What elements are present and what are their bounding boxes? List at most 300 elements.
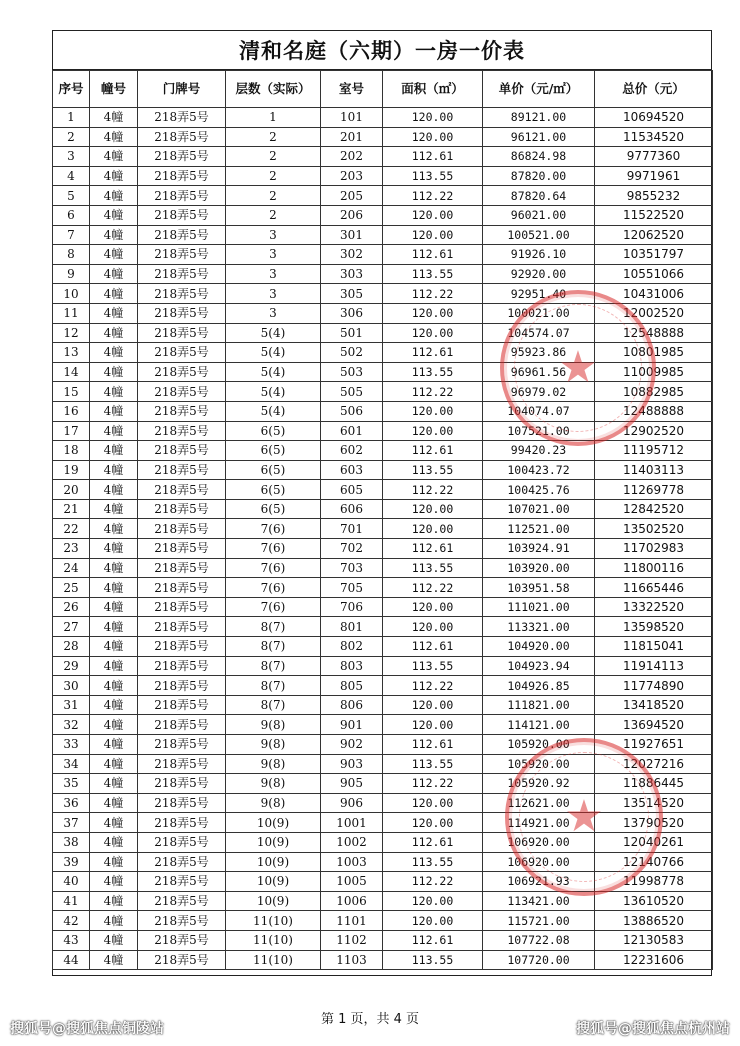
cell-room: 605 [321, 480, 383, 500]
cell-area: 112.61 [383, 343, 483, 363]
cell-total-price: 10694520 [595, 108, 713, 128]
cell-address: 218弄5号 [138, 264, 226, 284]
cell-room: 706 [321, 597, 383, 617]
cell-floor: 9(8) [226, 754, 321, 774]
cell-total-price: 11702983 [595, 539, 713, 559]
table-row [53, 480, 713, 500]
cell-unit-price: 86824.98 [483, 147, 595, 167]
cell-total-price: 13598520 [595, 617, 713, 637]
cell-total-price: 11815041 [595, 637, 713, 657]
cell-area: 120.00 [383, 499, 483, 519]
cell-building: 4幢 [90, 597, 138, 617]
cell-building: 4幢 [90, 460, 138, 480]
cell-index: 19 [53, 460, 90, 480]
cell-room: 202 [321, 147, 383, 167]
cell-unit-price: 100423.72 [483, 460, 595, 480]
cell-address: 218弄5号 [138, 421, 226, 441]
cell-floor: 11(10) [226, 950, 321, 970]
cell-floor: 9(8) [226, 774, 321, 794]
cell-floor: 3 [226, 225, 321, 245]
cell-index: 33 [53, 735, 90, 755]
cell-unit-price: 103951.58 [483, 578, 595, 598]
cell-building: 4幢 [90, 715, 138, 735]
cell-area: 120.00 [383, 891, 483, 911]
cell-index: 3 [53, 147, 90, 167]
cell-area: 112.22 [383, 186, 483, 206]
cell-total-price: 12548888 [595, 323, 713, 343]
cell-address: 218弄5号 [138, 891, 226, 911]
cell-floor: 3 [226, 264, 321, 284]
cell-address: 218弄5号 [138, 695, 226, 715]
cell-unit-price: 87820.64 [483, 186, 595, 206]
cell-index: 23 [53, 539, 90, 559]
cell-address: 218弄5号 [138, 323, 226, 343]
cell-unit-price: 105920.92 [483, 774, 595, 794]
cell-room: 1005 [321, 872, 383, 892]
cell-unit-price: 96121.00 [483, 127, 595, 147]
cell-total-price: 12488888 [595, 401, 713, 421]
cell-area: 112.61 [383, 930, 483, 950]
cell-area: 112.61 [383, 832, 483, 852]
cell-area: 120.00 [383, 205, 483, 225]
cell-address: 218弄5号 [138, 911, 226, 931]
cell-room: 505 [321, 382, 383, 402]
cell-unit-price: 104574.07 [483, 323, 595, 343]
cell-building: 4幢 [90, 225, 138, 245]
cell-area: 120.00 [383, 303, 483, 323]
cell-address: 218弄5号 [138, 401, 226, 421]
cell-total-price: 10431006 [595, 284, 713, 304]
cell-unit-price: 104926.85 [483, 676, 595, 696]
cell-index: 5 [53, 186, 90, 206]
cell-total-price: 9971961 [595, 166, 713, 186]
cell-building: 4幢 [90, 656, 138, 676]
cell-unit-price: 107021.00 [483, 499, 595, 519]
cell-room: 903 [321, 754, 383, 774]
table-row [53, 793, 713, 813]
cell-unit-price: 105920.00 [483, 735, 595, 755]
cell-index: 17 [53, 421, 90, 441]
watermark-left: 搜狐号@搜狐焦点铜陵站 [10, 1021, 164, 1037]
cell-room: 701 [321, 519, 383, 539]
cell-area: 120.00 [383, 715, 483, 735]
cell-room: 205 [321, 186, 383, 206]
cell-room: 203 [321, 166, 383, 186]
cell-index: 21 [53, 499, 90, 519]
cell-index: 24 [53, 558, 90, 578]
col-header-total-price: 总价（元） [595, 71, 713, 108]
cell-building: 4幢 [90, 205, 138, 225]
cell-area: 112.22 [383, 284, 483, 304]
cell-floor: 5(4) [226, 323, 321, 343]
cell-index: 9 [53, 264, 90, 284]
col-header-address: 门牌号 [138, 71, 226, 108]
table-row [53, 695, 713, 715]
cell-room: 302 [321, 245, 383, 265]
cell-floor: 11(10) [226, 911, 321, 931]
cell-building: 4幢 [90, 832, 138, 852]
cell-total-price: 12842520 [595, 499, 713, 519]
cell-index: 31 [53, 695, 90, 715]
cell-room: 803 [321, 656, 383, 676]
table-row [53, 676, 713, 696]
cell-room: 901 [321, 715, 383, 735]
cell-floor: 7(6) [226, 578, 321, 598]
cell-total-price: 10882985 [595, 382, 713, 402]
table-row [53, 774, 713, 794]
cell-room: 806 [321, 695, 383, 715]
table-row [53, 343, 713, 363]
cell-total-price: 10801985 [595, 343, 713, 363]
cell-total-price: 10351797 [595, 245, 713, 265]
cell-floor: 7(6) [226, 539, 321, 559]
cell-floor: 6(5) [226, 441, 321, 461]
cell-unit-price: 100425.76 [483, 480, 595, 500]
cell-total-price: 9777360 [595, 147, 713, 167]
cell-unit-price: 100021.00 [483, 303, 595, 323]
cell-floor: 2 [226, 147, 321, 167]
cell-index: 32 [53, 715, 90, 735]
cell-index: 1 [53, 108, 90, 128]
cell-room: 905 [321, 774, 383, 794]
cell-address: 218弄5号 [138, 656, 226, 676]
col-header-room: 室号 [321, 71, 383, 108]
cell-unit-price: 113421.00 [483, 891, 595, 911]
col-header-area: 面积（㎡） [383, 71, 483, 108]
cell-area: 113.55 [383, 460, 483, 480]
cell-floor: 7(6) [226, 597, 321, 617]
cell-room: 805 [321, 676, 383, 696]
table-row [53, 539, 713, 559]
cell-floor: 6(5) [226, 460, 321, 480]
table-row [53, 245, 713, 265]
cell-index: 35 [53, 774, 90, 794]
cell-unit-price: 96961.56 [483, 362, 595, 382]
cell-total-price: 11665446 [595, 578, 713, 598]
cell-building: 4幢 [90, 441, 138, 461]
table-row [53, 303, 713, 323]
cell-floor: 2 [226, 205, 321, 225]
cell-room: 206 [321, 205, 383, 225]
cell-building: 4幢 [90, 519, 138, 539]
cell-total-price: 11403113 [595, 460, 713, 480]
cell-room: 1101 [321, 911, 383, 931]
table-row [53, 382, 713, 402]
cell-area: 112.22 [383, 676, 483, 696]
cell-room: 801 [321, 617, 383, 637]
cell-room: 501 [321, 323, 383, 343]
table-row [53, 891, 713, 911]
cell-address: 218弄5号 [138, 108, 226, 128]
cell-index: 44 [53, 950, 90, 970]
cell-area: 120.00 [383, 793, 483, 813]
cell-unit-price: 100521.00 [483, 225, 595, 245]
table-row [53, 284, 713, 304]
cell-unit-price: 114921.00 [483, 813, 595, 833]
cell-total-price: 12902520 [595, 421, 713, 441]
table-row [53, 421, 713, 441]
cell-floor: 8(7) [226, 617, 321, 637]
cell-unit-price: 106921.93 [483, 872, 595, 892]
cell-address: 218弄5号 [138, 284, 226, 304]
cell-total-price: 11774890 [595, 676, 713, 696]
cell-building: 4幢 [90, 401, 138, 421]
cell-total-price: 11009985 [595, 362, 713, 382]
cell-index: 8 [53, 245, 90, 265]
cell-address: 218弄5号 [138, 480, 226, 500]
cell-area: 112.61 [383, 735, 483, 755]
cell-total-price: 12002520 [595, 303, 713, 323]
cell-unit-price: 107521.00 [483, 421, 595, 441]
cell-total-price: 12027216 [595, 754, 713, 774]
cell-building: 4幢 [90, 578, 138, 598]
cell-index: 43 [53, 930, 90, 950]
cell-total-price: 11886445 [595, 774, 713, 794]
table-row [53, 735, 713, 755]
cell-floor: 7(6) [226, 558, 321, 578]
cell-room: 606 [321, 499, 383, 519]
cell-total-price: 12130583 [595, 930, 713, 950]
cell-building: 4幢 [90, 499, 138, 519]
table-row [53, 460, 713, 480]
cell-address: 218弄5号 [138, 499, 226, 519]
cell-building: 4幢 [90, 166, 138, 186]
cell-area: 120.00 [383, 108, 483, 128]
cell-building: 4幢 [90, 362, 138, 382]
cell-building: 4幢 [90, 676, 138, 696]
cell-address: 218弄5号 [138, 676, 226, 696]
cell-area: 113.55 [383, 754, 483, 774]
table-row [53, 127, 713, 147]
cell-address: 218弄5号 [138, 735, 226, 755]
cell-building: 4幢 [90, 793, 138, 813]
cell-address: 218弄5号 [138, 617, 226, 637]
cell-room: 101 [321, 108, 383, 128]
cell-room: 802 [321, 637, 383, 657]
cell-area: 112.22 [383, 872, 483, 892]
cell-area: 112.22 [383, 480, 483, 500]
cell-area: 113.55 [383, 656, 483, 676]
cell-building: 4幢 [90, 774, 138, 794]
cell-floor: 2 [226, 127, 321, 147]
cell-address: 218弄5号 [138, 441, 226, 461]
cell-unit-price: 103924.91 [483, 539, 595, 559]
table-row [53, 362, 713, 382]
cell-floor: 1 [226, 108, 321, 128]
cell-area: 120.00 [383, 813, 483, 833]
cell-building: 4幢 [90, 264, 138, 284]
cell-room: 1006 [321, 891, 383, 911]
cell-index: 6 [53, 205, 90, 225]
cell-index: 20 [53, 480, 90, 500]
cell-index: 28 [53, 637, 90, 657]
cell-area: 120.00 [383, 323, 483, 343]
cell-total-price: 11914113 [595, 656, 713, 676]
cell-unit-price: 89121.00 [483, 108, 595, 128]
cell-building: 4幢 [90, 852, 138, 872]
cell-unit-price: 105920.00 [483, 754, 595, 774]
table-row [53, 911, 713, 931]
cell-floor: 9(8) [226, 715, 321, 735]
cell-building: 4幢 [90, 930, 138, 950]
cell-area: 112.61 [383, 539, 483, 559]
cell-unit-price: 96021.00 [483, 205, 595, 225]
cell-address: 218弄5号 [138, 637, 226, 657]
cell-total-price: 11800116 [595, 558, 713, 578]
cell-floor: 9(8) [226, 735, 321, 755]
cell-building: 4幢 [90, 891, 138, 911]
cell-total-price: 12062520 [595, 225, 713, 245]
table-row [53, 852, 713, 872]
cell-building: 4幢 [90, 911, 138, 931]
cell-floor: 3 [226, 245, 321, 265]
cell-area: 120.00 [383, 127, 483, 147]
table-row [53, 401, 713, 421]
cell-area: 120.00 [383, 617, 483, 637]
cell-building: 4幢 [90, 617, 138, 637]
cell-index: 37 [53, 813, 90, 833]
table-row [53, 754, 713, 774]
cell-room: 703 [321, 558, 383, 578]
cell-unit-price: 111021.00 [483, 597, 595, 617]
cell-building: 4幢 [90, 303, 138, 323]
cell-area: 120.00 [383, 597, 483, 617]
cell-building: 4幢 [90, 813, 138, 833]
cell-floor: 8(7) [226, 656, 321, 676]
cell-unit-price: 111821.00 [483, 695, 595, 715]
cell-total-price: 11195712 [595, 441, 713, 461]
cell-address: 218弄5号 [138, 539, 226, 559]
cell-address: 218弄5号 [138, 225, 226, 245]
cell-address: 218弄5号 [138, 460, 226, 480]
cell-area: 113.55 [383, 558, 483, 578]
table-row [53, 147, 713, 167]
table-row [53, 264, 713, 284]
cell-building: 4幢 [90, 735, 138, 755]
cell-unit-price: 104074.07 [483, 401, 595, 421]
seal-star-icon: ★ [564, 791, 604, 842]
cell-building: 4幢 [90, 558, 138, 578]
cell-area: 112.61 [383, 441, 483, 461]
cell-floor: 10(9) [226, 832, 321, 852]
table-row [53, 499, 713, 519]
cell-index: 29 [53, 656, 90, 676]
cell-total-price: 10551066 [595, 264, 713, 284]
cell-total-price: 13514520 [595, 793, 713, 813]
cell-index: 41 [53, 891, 90, 911]
seal-star-icon: ★ [558, 342, 598, 393]
table-row [53, 578, 713, 598]
cell-unit-price: 107722.08 [483, 930, 595, 950]
cell-room: 705 [321, 578, 383, 598]
cell-floor: 6(5) [226, 499, 321, 519]
cell-address: 218弄5号 [138, 166, 226, 186]
cell-total-price: 9855232 [595, 186, 713, 206]
cell-room: 301 [321, 225, 383, 245]
cell-floor: 10(9) [226, 852, 321, 872]
cell-unit-price: 113321.00 [483, 617, 595, 637]
cell-area: 120.00 [383, 911, 483, 931]
cell-floor: 8(7) [226, 637, 321, 657]
table-row [53, 950, 713, 970]
cell-floor: 6(5) [226, 421, 321, 441]
cell-building: 4幢 [90, 539, 138, 559]
table-row [53, 872, 713, 892]
cell-index: 38 [53, 832, 90, 852]
cell-unit-price: 106920.00 [483, 832, 595, 852]
cell-total-price: 12040261 [595, 832, 713, 852]
cell-address: 218弄5号 [138, 832, 226, 852]
table-row [53, 225, 713, 245]
cell-total-price: 13322520 [595, 597, 713, 617]
cell-index: 42 [53, 911, 90, 931]
cell-building: 4幢 [90, 754, 138, 774]
cell-floor: 10(9) [226, 891, 321, 911]
cell-room: 506 [321, 401, 383, 421]
col-header-building: 幢号 [90, 71, 138, 108]
cell-room: 602 [321, 441, 383, 461]
cell-address: 218弄5号 [138, 852, 226, 872]
cell-address: 218弄5号 [138, 186, 226, 206]
cell-room: 503 [321, 362, 383, 382]
cell-unit-price: 114121.00 [483, 715, 595, 735]
cell-unit-price: 99420.23 [483, 441, 595, 461]
cell-area: 112.61 [383, 147, 483, 167]
cell-area: 112.22 [383, 774, 483, 794]
cell-building: 4幢 [90, 108, 138, 128]
table-row [53, 519, 713, 539]
cell-address: 218弄5号 [138, 754, 226, 774]
cell-unit-price: 104923.94 [483, 656, 595, 676]
cell-address: 218弄5号 [138, 715, 226, 735]
cell-address: 218弄5号 [138, 930, 226, 950]
col-header-floor: 层数（实际） [226, 71, 321, 108]
cell-building: 4幢 [90, 186, 138, 206]
cell-room: 201 [321, 127, 383, 147]
cell-unit-price: 104920.00 [483, 637, 595, 657]
cell-index: 13 [53, 343, 90, 363]
cell-building: 4幢 [90, 127, 138, 147]
cell-area: 112.22 [383, 578, 483, 598]
cell-address: 218弄5号 [138, 950, 226, 970]
cell-area: 113.55 [383, 166, 483, 186]
cell-total-price: 12231606 [595, 950, 713, 970]
cell-address: 218弄5号 [138, 793, 226, 813]
cell-address: 218弄5号 [138, 872, 226, 892]
cell-index: 16 [53, 401, 90, 421]
cell-building: 4幢 [90, 323, 138, 343]
cell-room: 1003 [321, 852, 383, 872]
cell-floor: 2 [226, 166, 321, 186]
cell-address: 218弄5号 [138, 578, 226, 598]
cell-building: 4幢 [90, 245, 138, 265]
cell-index: 18 [53, 441, 90, 461]
cell-total-price: 13502520 [595, 519, 713, 539]
cell-address: 218弄5号 [138, 558, 226, 578]
cell-floor: 3 [226, 303, 321, 323]
cell-index: 12 [53, 323, 90, 343]
cell-address: 218弄5号 [138, 597, 226, 617]
cell-total-price: 11269778 [595, 480, 713, 500]
cell-floor: 5(4) [226, 362, 321, 382]
table-row [53, 832, 713, 852]
cell-index: 7 [53, 225, 90, 245]
cell-address: 218弄5号 [138, 382, 226, 402]
table-row [53, 813, 713, 833]
cell-address: 218弄5号 [138, 127, 226, 147]
page-number: 第 1 页，共 4 页 [320, 1012, 420, 1027]
cell-unit-price: 107720.00 [483, 950, 595, 970]
